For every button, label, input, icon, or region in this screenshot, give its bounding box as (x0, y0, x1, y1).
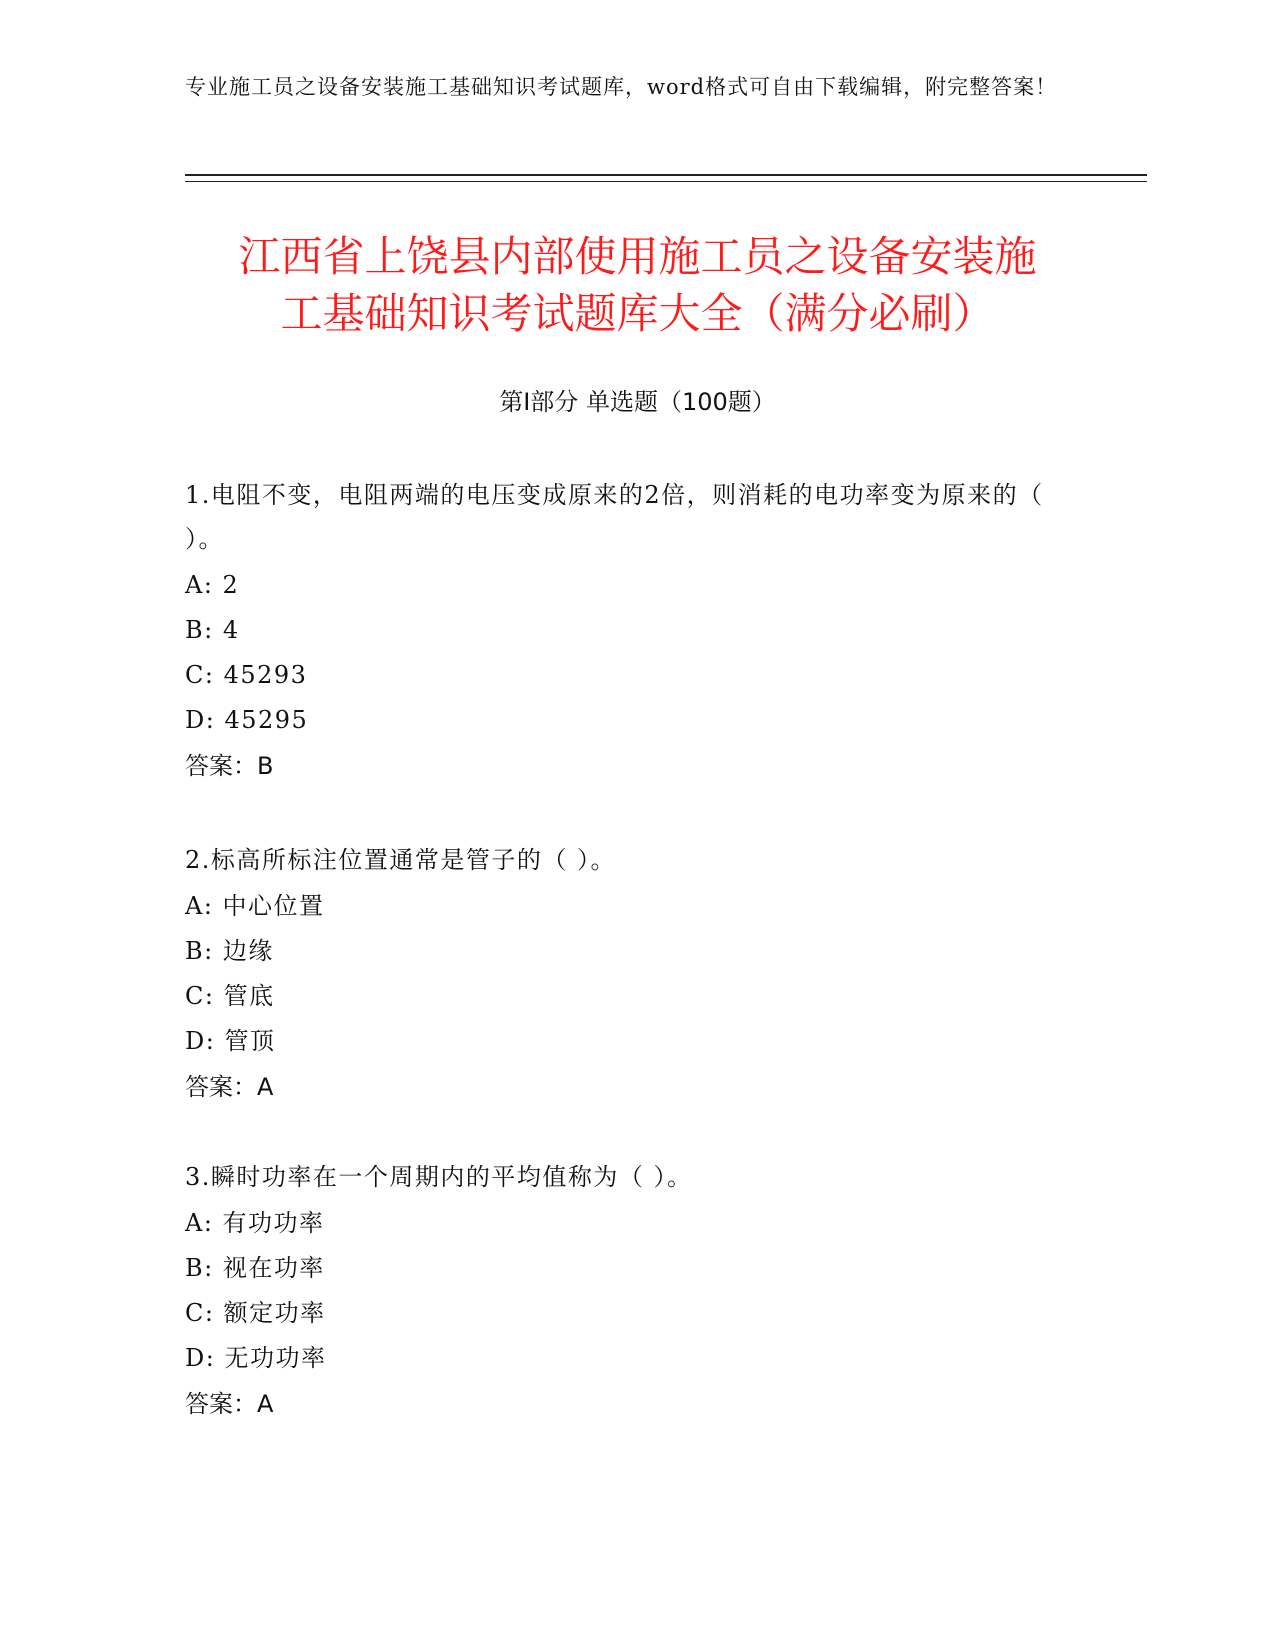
option-b: B: 4 (185, 616, 240, 644)
option-d: D: 无功功率 (185, 1344, 327, 1372)
option-b: B: 边缘 (185, 937, 274, 965)
answer: 答案：B (185, 752, 274, 780)
section-heading: 第Ⅰ部分 单选题（100题） (499, 388, 776, 416)
option-c: C: 额定功率 (185, 1299, 326, 1327)
document-title-line2: 工基础知识考试题库大全（满分必刷） (280, 289, 995, 338)
question-stem: 1.电阻不变，电阻两端的电压变成原来的2倍，则消耗的电功率变为原来的（ ）。 (185, 481, 1044, 553)
option-a: A: 中心位置 (185, 892, 325, 920)
option-b: B: 视在功率 (185, 1254, 325, 1282)
answer: 答案：A (185, 1390, 274, 1418)
header-rule-thick (185, 174, 1147, 176)
option-d: D: 管顶 (185, 1027, 276, 1055)
question-3 (185, 1155, 1065, 1427)
question-stem: 2.标高所标注位置通常是管子的（ ）。 (185, 846, 617, 874)
question-stem: 3.瞬时功率在一个周期内的平均值称为（ ）。 (185, 1163, 693, 1191)
header-note: 专业施工员之设备安装施工基础知识考试题库，word格式可自由下载编辑，附完整答案！ (185, 75, 1058, 99)
option-a: A: 有功功率 (185, 1209, 325, 1237)
option-c: C: 管底 (185, 982, 275, 1010)
option-a: A: 2 (185, 571, 240, 599)
question-1 (185, 473, 1065, 789)
document-title-line1: 江西省上饶县内部使用施工员之设备安装施 (238, 232, 1037, 281)
answer: 答案：A (185, 1073, 274, 1101)
option-d: D: 45295 (185, 706, 309, 734)
header-rule-thin (185, 181, 1147, 182)
document-title (185, 228, 1090, 342)
option-c: C: 45293 (185, 661, 308, 689)
question-2 (185, 838, 1065, 1110)
